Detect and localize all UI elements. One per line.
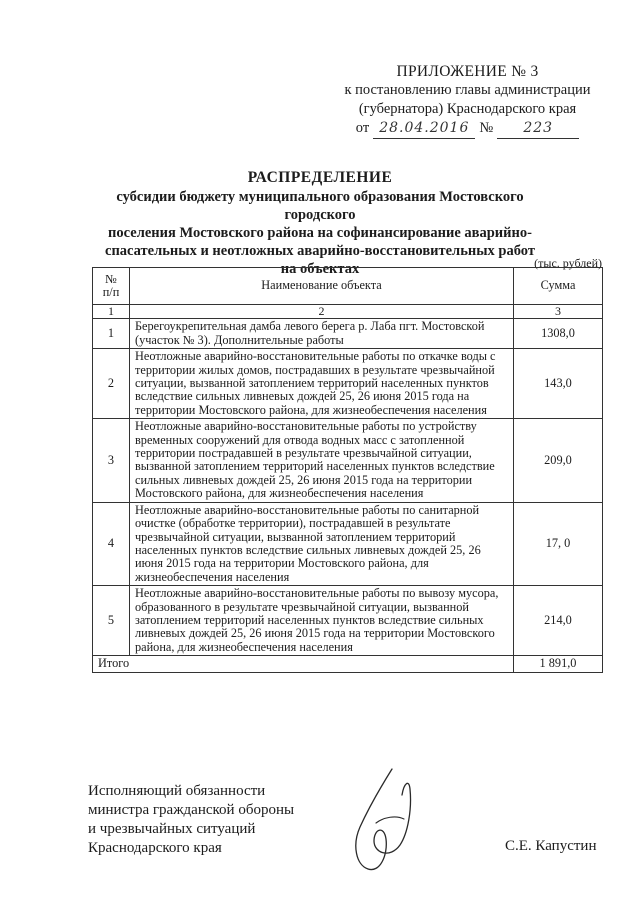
row-num: 1 [93,319,130,349]
table-total-row [93,656,603,672]
appendix-title: ПРИЛОЖЕНИЕ № 3 [396,63,539,80]
header-sum: Сумма [514,268,603,305]
row-num: 2 [93,349,130,419]
document-heading [90,168,550,278]
position-line-4: Краснодарского края [88,840,222,856]
total-sum: 1 891,0 [514,656,603,672]
total-label: Итого [93,656,514,672]
row-num: 3 [93,419,130,502]
heading-subtitle-1: субсидии бюджету муниципального образования Мостовского городского [116,189,524,223]
heading-subtitle-3: спасательных и неотложных аварийно-восстановительных работ [105,243,535,259]
table-header-row [93,268,603,305]
row-name: Неотложные аварийно-восстановительные работы по откачке воды с территории жилых домов, пострадавших в результате чрезвычайной ситуации, вызванной затоплением территорий населенных пунктов вследствие сильных ливневых дождей 25, 26 июня 2015 года на территории Мостовского района, для жизнеобеспечения населения [130,349,514,419]
date-prefix: от [355,120,370,136]
position-line-2: министра гражданской обороны [88,802,295,818]
col-number-1: 1 [93,305,130,319]
row-num: 5 [93,586,130,656]
heading-title: РАСПРЕДЕЛЕНИЕ [247,169,393,186]
signature-stroke-2 [376,817,404,823]
row-sum: 17, 0 [514,502,603,585]
row-name: Берегоукрепительная дамба левого берега р. Лаба пгт. Мостовской (участок № 3). Дополнительные работы [130,319,514,349]
handwritten-number: 223 [497,119,579,139]
row-name: Неотложные аварийно-восстановительные работы по устройству временных сооружений для отвода водных масс с затопленной территории пострадавшей в результате чрезвычайной ситуации, вызванной затоплением территорий населенных пунктов вследствие сильных ливневых дождей 25, 26 июня 2015 года на территории Мостовского района, для жизнеобеспечения населения [130,419,514,502]
row-num: 4 [93,502,130,585]
header-num: № п/п [93,268,130,305]
appendix-block [330,62,605,139]
appendix-date-line [356,119,579,139]
row-sum: 143,0 [514,349,603,419]
handwritten-signature [330,765,450,875]
position-line-3: и чрезвычайных ситуаций [88,821,256,837]
signatory-position [88,782,294,858]
heading-subtitle-4: на объектах [280,261,360,277]
column-number-row [93,305,603,319]
row-sum: 1308,0 [514,319,603,349]
row-sum: 209,0 [514,419,603,502]
table-row [93,586,603,656]
appendix-line-2: (губернатора) Краснодарского края [358,101,577,117]
heading-subtitle-2: поселения Мостовского района на софинансирование аварийно- [108,225,532,241]
table-row [93,319,603,349]
number-prefix: № [479,120,494,136]
col-number-2: 2 [130,305,514,319]
handwritten-date: 28.04.2016 [373,119,475,139]
distribution-table [92,267,603,673]
signatory-name: С.Е. Капустин [505,838,597,854]
appendix-line-1: к постановлению главы администрации [344,82,591,98]
table-row [93,349,603,419]
position-line-1: Исполняющий обязанности [88,783,266,799]
table-row [93,502,603,585]
row-name: Неотложные аварийно-восстановительные работы по санитарной очистке (обработке территории), пострадавшей в результате чрезвычайной ситуации, вызванной затоплением территорий населенных пунктов вследствие сильных ливневых дождей 25, 26 июня 2015 года на территории Мостовского района, для жизнеобеспечения населения [130,502,514,585]
table-row [93,419,603,502]
row-sum: 214,0 [514,586,603,656]
col-number-3: 3 [514,305,603,319]
units-label: (тыс. рублей) [534,256,602,270]
header-name: Наименование объекта [130,268,514,305]
row-name: Неотложные аварийно-восстановительные работы по вывозу мусора, образованного в результате чрезвычайной ситуации, вызванной затоплением территорий населенных пунктов вследствие сильных ливневых дождей 25, 26 июня 2015 года на территории Мостовского района, для жизнеобеспечения населения [130,586,514,656]
